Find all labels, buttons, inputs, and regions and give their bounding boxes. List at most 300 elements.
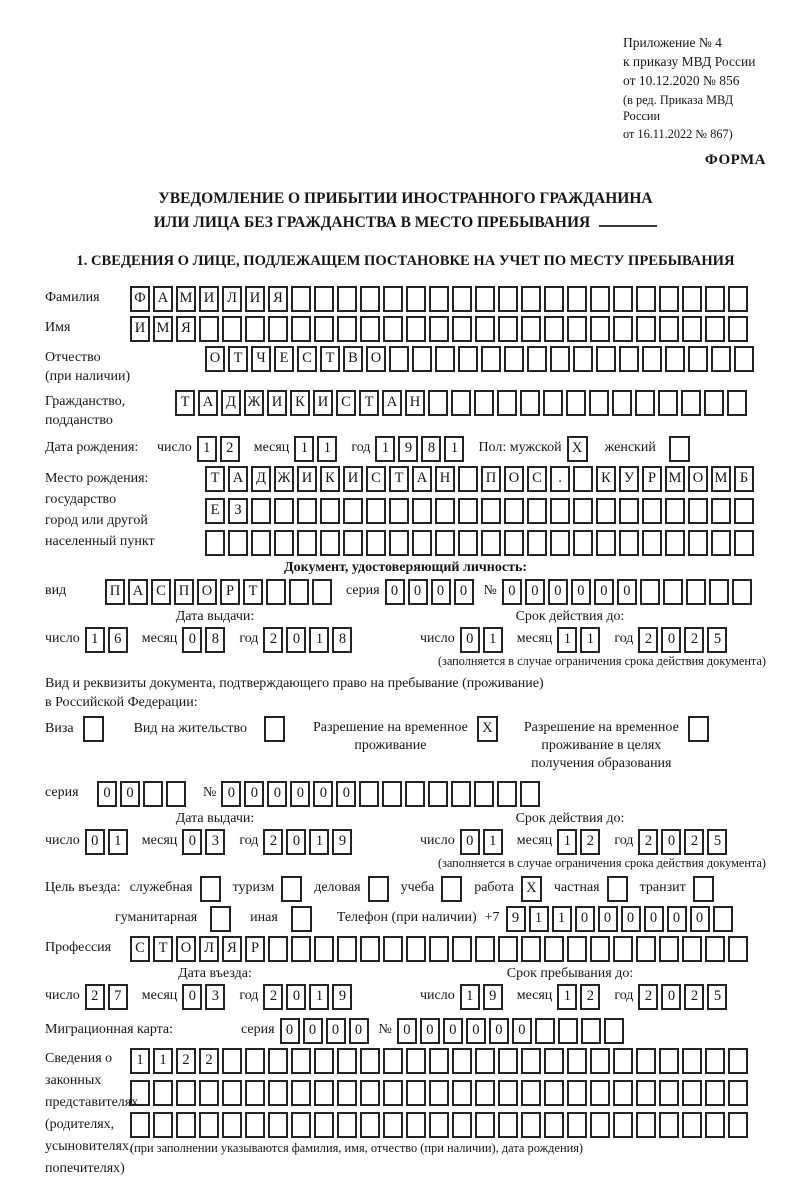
form-cell[interactable]: 8 <box>332 627 352 653</box>
form-cell[interactable] <box>659 316 679 342</box>
form-cell[interactable]: 5 <box>707 829 727 855</box>
form-cell[interactable] <box>451 781 471 807</box>
form-cell[interactable] <box>389 346 409 372</box>
form-cell[interactable]: 1 <box>460 984 480 1010</box>
form-cell[interactable] <box>544 1080 564 1106</box>
form-cell[interactable] <box>291 286 311 312</box>
form-cell[interactable]: О <box>504 466 524 492</box>
form-cell[interactable] <box>497 781 517 807</box>
form-cell[interactable] <box>383 316 403 342</box>
form-cell[interactable] <box>153 1080 173 1106</box>
form-cell[interactable] <box>728 1112 748 1138</box>
form-cell[interactable] <box>498 936 518 962</box>
form-cell[interactable]: 0 <box>244 781 264 807</box>
form-cell[interactable] <box>360 1080 380 1106</box>
form-cell[interactable] <box>590 316 610 342</box>
form-cell[interactable]: Т <box>175 390 195 416</box>
form-cell[interactable]: И <box>130 316 150 342</box>
form-cell[interactable] <box>429 286 449 312</box>
form-cell[interactable]: Т <box>153 936 173 962</box>
form-cell[interactable]: 0 <box>303 1018 323 1044</box>
form-cell[interactable] <box>705 1080 725 1106</box>
form-cell[interactable] <box>337 936 357 962</box>
form-cell[interactable] <box>640 579 660 605</box>
form-cell[interactable] <box>636 316 656 342</box>
form-cell[interactable] <box>222 1048 242 1074</box>
form-cell[interactable] <box>573 498 593 524</box>
form-cell[interactable] <box>728 1080 748 1106</box>
form-cell[interactable]: 9 <box>483 984 503 1010</box>
form-cell[interactable]: Д <box>221 390 241 416</box>
form-cell[interactable] <box>590 1048 610 1074</box>
form-cell[interactable] <box>504 530 524 556</box>
form-cell[interactable] <box>596 498 616 524</box>
form-cell[interactable] <box>222 1112 242 1138</box>
form-cell[interactable]: У <box>619 466 639 492</box>
form-cell[interactable]: Т <box>320 346 340 372</box>
form-cell[interactable] <box>705 936 725 962</box>
form-cell[interactable] <box>682 936 702 962</box>
form-cell[interactable] <box>475 1112 495 1138</box>
form-cell[interactable] <box>452 286 472 312</box>
form-cell[interactable] <box>481 346 501 372</box>
form-cell[interactable] <box>429 316 449 342</box>
form-cell[interactable] <box>681 390 701 416</box>
form-cell[interactable] <box>435 498 455 524</box>
form-cell[interactable] <box>320 498 340 524</box>
form-cell[interactable]: 0 <box>182 627 202 653</box>
form-cell[interactable] <box>728 936 748 962</box>
form-cell[interactable] <box>520 781 540 807</box>
form-cell[interactable]: 1 <box>294 436 314 462</box>
form-cell[interactable] <box>636 1080 656 1106</box>
form-cell[interactable]: А <box>382 390 402 416</box>
form-cell[interactable] <box>406 936 426 962</box>
form-cell[interactable] <box>619 346 639 372</box>
form-cell[interactable] <box>360 1048 380 1074</box>
form-cell[interactable]: Н <box>405 390 425 416</box>
form-cell[interactable] <box>521 286 541 312</box>
form-cell[interactable] <box>314 936 334 962</box>
form-cell[interactable] <box>474 781 494 807</box>
form-cell[interactable] <box>573 530 593 556</box>
form-cell[interactable] <box>682 316 702 342</box>
form-cell[interactable] <box>291 1112 311 1138</box>
form-cell[interactable] <box>504 498 524 524</box>
form-cell[interactable]: 0 <box>644 906 664 932</box>
form-cell[interactable]: Т <box>359 390 379 416</box>
form-cell[interactable]: П <box>481 466 501 492</box>
form-cell[interactable]: 2 <box>638 829 658 855</box>
form-cell[interactable] <box>635 390 655 416</box>
form-cell[interactable]: М <box>153 316 173 342</box>
form-cell[interactable] <box>705 316 725 342</box>
form-cell[interactable] <box>228 530 248 556</box>
form-cell[interactable]: И <box>313 390 333 416</box>
form-cell[interactable] <box>659 936 679 962</box>
sex-male-checkbox[interactable]: X <box>567 436 588 462</box>
form-cell[interactable] <box>566 390 586 416</box>
form-cell[interactable]: 0 <box>280 1018 300 1044</box>
form-cell[interactable]: Я <box>222 936 242 962</box>
form-cell[interactable]: Я <box>268 286 288 312</box>
form-cell[interactable]: Р <box>642 466 662 492</box>
form-cell[interactable] <box>429 1048 449 1074</box>
form-cell[interactable] <box>659 1112 679 1138</box>
form-cell[interactable] <box>289 579 309 605</box>
form-cell[interactable]: 0 <box>454 579 474 605</box>
form-cell[interactable]: З <box>228 498 248 524</box>
form-cell[interactable]: 2 <box>263 627 283 653</box>
form-cell[interactable] <box>314 286 334 312</box>
form-cell[interactable]: 0 <box>661 984 681 1010</box>
form-cell[interactable] <box>613 1080 633 1106</box>
form-cell[interactable]: 7 <box>108 984 128 1010</box>
form-cell[interactable] <box>291 936 311 962</box>
form-cell[interactable]: 0 <box>594 579 614 605</box>
form-cell[interactable] <box>613 1048 633 1074</box>
form-cell[interactable]: 1 <box>108 829 128 855</box>
form-cell[interactable] <box>199 316 219 342</box>
form-cell[interactable]: И <box>297 466 317 492</box>
form-cell[interactable] <box>314 1112 334 1138</box>
form-cell[interactable]: С <box>336 390 356 416</box>
form-cell[interactable] <box>711 346 731 372</box>
form-cell[interactable] <box>406 1112 426 1138</box>
visa-checkbox[interactable] <box>83 716 104 742</box>
form-cell[interactable]: И <box>245 286 265 312</box>
form-cell[interactable]: Е <box>274 346 294 372</box>
form-cell[interactable] <box>222 1080 242 1106</box>
form-cell[interactable]: 0 <box>336 781 356 807</box>
form-cell[interactable] <box>205 530 225 556</box>
form-cell[interactable] <box>497 390 517 416</box>
form-cell[interactable] <box>612 390 632 416</box>
form-cell[interactable]: Л <box>222 286 242 312</box>
form-cell[interactable] <box>452 1080 472 1106</box>
form-cell[interactable] <box>567 286 587 312</box>
form-cell[interactable] <box>613 1112 633 1138</box>
form-cell[interactable]: 0 <box>286 829 306 855</box>
form-cell[interactable]: 1 <box>130 1048 150 1074</box>
form-cell[interactable] <box>429 936 449 962</box>
form-cell[interactable] <box>314 1080 334 1106</box>
form-cell[interactable] <box>713 906 733 932</box>
form-cell[interactable] <box>550 530 570 556</box>
form-cell[interactable]: 2 <box>176 1048 196 1074</box>
form-cell[interactable] <box>428 781 448 807</box>
form-cell[interactable] <box>619 530 639 556</box>
form-cell[interactable] <box>383 1048 403 1074</box>
form-cell[interactable]: 0 <box>420 1018 440 1044</box>
form-cell[interactable]: . <box>550 466 570 492</box>
form-cell[interactable] <box>405 781 425 807</box>
form-cell[interactable]: 9 <box>332 829 352 855</box>
form-cell[interactable]: 0 <box>575 906 595 932</box>
form-cell[interactable]: О <box>688 466 708 492</box>
form-cell[interactable] <box>535 1018 555 1044</box>
form-cell[interactable]: 1 <box>483 627 503 653</box>
form-cell[interactable] <box>732 579 752 605</box>
form-cell[interactable]: А <box>153 286 173 312</box>
form-cell[interactable]: 0 <box>221 781 241 807</box>
form-cell[interactable]: 0 <box>598 906 618 932</box>
form-cell[interactable] <box>521 936 541 962</box>
form-cell[interactable]: Т <box>243 579 263 605</box>
form-cell[interactable]: Р <box>245 936 265 962</box>
form-cell[interactable] <box>665 498 685 524</box>
form-cell[interactable] <box>682 1048 702 1074</box>
form-cell[interactable] <box>435 346 455 372</box>
form-cell[interactable] <box>596 530 616 556</box>
form-cell[interactable] <box>199 1080 219 1106</box>
form-cell[interactable] <box>567 316 587 342</box>
form-cell[interactable]: 8 <box>205 627 225 653</box>
form-cell[interactable] <box>245 1048 265 1074</box>
form-cell[interactable]: 0 <box>286 984 306 1010</box>
form-cell[interactable]: 0 <box>431 579 451 605</box>
form-cell[interactable] <box>709 579 729 605</box>
form-cell[interactable] <box>688 346 708 372</box>
form-cell[interactable] <box>728 316 748 342</box>
form-cell[interactable] <box>389 498 409 524</box>
form-cell[interactable]: 0 <box>617 579 637 605</box>
form-cell[interactable] <box>711 498 731 524</box>
form-cell[interactable]: А <box>128 579 148 605</box>
form-cell[interactable] <box>268 316 288 342</box>
form-cell[interactable] <box>658 390 678 416</box>
form-cell[interactable] <box>458 346 478 372</box>
form-cell[interactable]: 0 <box>385 579 405 605</box>
form-cell[interactable] <box>659 286 679 312</box>
form-cell[interactable]: 2 <box>684 627 704 653</box>
form-cell[interactable]: А <box>198 390 218 416</box>
form-cell[interactable] <box>705 286 725 312</box>
form-cell[interactable] <box>498 316 518 342</box>
form-cell[interactable] <box>435 530 455 556</box>
form-cell[interactable]: Е <box>205 498 225 524</box>
form-cell[interactable] <box>343 530 363 556</box>
form-cell[interactable] <box>573 466 593 492</box>
form-cell[interactable] <box>688 530 708 556</box>
purpose-other-checkbox[interactable] <box>291 906 312 932</box>
form-cell[interactable]: Л <box>199 936 219 962</box>
form-cell[interactable]: 1 <box>85 627 105 653</box>
form-cell[interactable] <box>291 1080 311 1106</box>
residence-permit-checkbox[interactable] <box>264 716 285 742</box>
form-cell[interactable]: П <box>105 579 125 605</box>
form-cell[interactable] <box>636 1048 656 1074</box>
form-cell[interactable] <box>475 936 495 962</box>
form-cell[interactable] <box>544 1048 564 1074</box>
form-cell[interactable] <box>458 466 478 492</box>
form-cell[interactable]: 0 <box>661 627 681 653</box>
form-cell[interactable]: 1 <box>580 627 600 653</box>
form-cell[interactable] <box>636 1112 656 1138</box>
form-cell[interactable]: 1 <box>317 436 337 462</box>
form-cell[interactable]: 1 <box>529 906 549 932</box>
form-cell[interactable] <box>245 1080 265 1106</box>
form-cell[interactable] <box>498 1080 518 1106</box>
form-cell[interactable]: С <box>527 466 547 492</box>
form-cell[interactable] <box>590 286 610 312</box>
form-cell[interactable] <box>359 781 379 807</box>
form-cell[interactable] <box>452 1048 472 1074</box>
form-cell[interactable] <box>429 1112 449 1138</box>
form-cell[interactable] <box>412 530 432 556</box>
form-cell[interactable] <box>567 1112 587 1138</box>
form-cell[interactable] <box>520 390 540 416</box>
form-cell[interactable] <box>222 316 242 342</box>
form-cell[interactable] <box>705 1112 725 1138</box>
form-cell[interactable] <box>481 498 501 524</box>
form-cell[interactable] <box>686 579 706 605</box>
purpose-business-checkbox[interactable] <box>200 876 221 902</box>
form-cell[interactable] <box>412 498 432 524</box>
form-cell[interactable]: 0 <box>85 829 105 855</box>
form-cell[interactable]: 0 <box>97 781 117 807</box>
form-cell[interactable] <box>705 1048 725 1074</box>
form-cell[interactable]: 0 <box>120 781 140 807</box>
form-cell[interactable]: Ж <box>274 466 294 492</box>
form-cell[interactable] <box>266 579 286 605</box>
form-cell[interactable] <box>590 1112 610 1138</box>
form-cell[interactable]: Т <box>389 466 409 492</box>
form-cell[interactable] <box>498 1112 518 1138</box>
form-cell[interactable] <box>728 286 748 312</box>
form-cell[interactable] <box>458 530 478 556</box>
form-cell[interactable]: 0 <box>182 829 202 855</box>
form-cell[interactable]: 5 <box>707 627 727 653</box>
form-cell[interactable]: 0 <box>525 579 545 605</box>
form-cell[interactable]: 0 <box>489 1018 509 1044</box>
form-cell[interactable] <box>682 286 702 312</box>
form-cell[interactable]: Д <box>251 466 271 492</box>
form-cell[interactable]: 3 <box>205 984 225 1010</box>
form-cell[interactable]: Н <box>435 466 455 492</box>
form-cell[interactable]: 2 <box>263 829 283 855</box>
form-cell[interactable] <box>543 390 563 416</box>
sex-female-checkbox[interactable] <box>669 436 690 462</box>
form-cell[interactable]: В <box>343 346 363 372</box>
form-cell[interactable] <box>619 498 639 524</box>
form-cell[interactable]: А <box>228 466 248 492</box>
form-cell[interactable] <box>429 1080 449 1106</box>
form-cell[interactable] <box>544 936 564 962</box>
form-cell[interactable] <box>475 1080 495 1106</box>
form-cell[interactable] <box>251 530 271 556</box>
form-cell[interactable] <box>636 286 656 312</box>
form-cell[interactable]: 3 <box>205 829 225 855</box>
form-cell[interactable] <box>314 316 334 342</box>
form-cell[interactable] <box>245 1112 265 1138</box>
form-cell[interactable]: 9 <box>506 906 526 932</box>
form-cell[interactable]: Р <box>220 579 240 605</box>
form-cell[interactable]: 0 <box>621 906 641 932</box>
form-cell[interactable]: 1 <box>309 829 329 855</box>
form-cell[interactable]: 2 <box>263 984 283 1010</box>
form-cell[interactable]: К <box>290 390 310 416</box>
form-cell[interactable] <box>268 1080 288 1106</box>
purpose-humanitarian-checkbox[interactable] <box>210 906 231 932</box>
form-cell[interactable]: 2 <box>638 984 658 1010</box>
form-cell[interactable]: И <box>199 286 219 312</box>
form-cell[interactable] <box>458 498 478 524</box>
form-cell[interactable] <box>337 286 357 312</box>
form-cell[interactable]: 0 <box>408 579 428 605</box>
purpose-study-checkbox[interactable] <box>441 876 462 902</box>
form-cell[interactable] <box>682 1112 702 1138</box>
form-cell[interactable]: 0 <box>313 781 333 807</box>
purpose-commercial-checkbox[interactable] <box>368 876 389 902</box>
form-cell[interactable]: А <box>412 466 432 492</box>
form-cell[interactable] <box>544 286 564 312</box>
form-cell[interactable]: М <box>665 466 685 492</box>
form-cell[interactable]: 8 <box>421 436 441 462</box>
form-cell[interactable]: О <box>197 579 217 605</box>
form-cell[interactable] <box>297 498 317 524</box>
form-cell[interactable] <box>663 579 683 605</box>
form-cell[interactable]: М <box>711 466 731 492</box>
form-cell[interactable]: 0 <box>667 906 687 932</box>
form-cell[interactable] <box>642 498 662 524</box>
form-cell[interactable] <box>383 1112 403 1138</box>
form-cell[interactable] <box>291 316 311 342</box>
purpose-tourism-checkbox[interactable] <box>281 876 302 902</box>
form-cell[interactable] <box>734 498 754 524</box>
form-cell[interactable]: С <box>297 346 317 372</box>
form-cell[interactable] <box>727 390 747 416</box>
form-cell[interactable] <box>596 346 616 372</box>
form-cell[interactable]: О <box>176 936 196 962</box>
form-cell[interactable] <box>527 530 547 556</box>
form-cell[interactable] <box>268 936 288 962</box>
form-cell[interactable]: 1 <box>375 436 395 462</box>
form-cell[interactable]: 0 <box>443 1018 463 1044</box>
form-cell[interactable] <box>383 1080 403 1106</box>
form-cell[interactable] <box>573 346 593 372</box>
form-cell[interactable]: П <box>174 579 194 605</box>
form-cell[interactable] <box>337 1080 357 1106</box>
form-cell[interactable]: К <box>320 466 340 492</box>
form-cell[interactable] <box>274 498 294 524</box>
form-cell[interactable] <box>166 781 186 807</box>
form-cell[interactable] <box>383 286 403 312</box>
form-cell[interactable] <box>521 1048 541 1074</box>
form-cell[interactable] <box>428 390 448 416</box>
form-cell[interactable] <box>452 936 472 962</box>
form-cell[interactable]: С <box>366 466 386 492</box>
form-cell[interactable] <box>711 530 731 556</box>
form-cell[interactable]: 0 <box>267 781 287 807</box>
form-cell[interactable] <box>734 530 754 556</box>
form-cell[interactable] <box>360 1112 380 1138</box>
form-cell[interactable]: 0 <box>548 579 568 605</box>
form-cell[interactable] <box>704 390 724 416</box>
form-cell[interactable] <box>567 1048 587 1074</box>
form-cell[interactable] <box>613 316 633 342</box>
form-cell[interactable]: 0 <box>290 781 310 807</box>
form-cell[interactable] <box>176 1112 196 1138</box>
form-cell[interactable]: 0 <box>326 1018 346 1044</box>
form-cell[interactable] <box>567 936 587 962</box>
form-cell[interactable]: 0 <box>349 1018 369 1044</box>
form-cell[interactable]: 1 <box>309 627 329 653</box>
form-cell[interactable] <box>474 390 494 416</box>
form-cell[interactable]: 0 <box>466 1018 486 1044</box>
form-cell[interactable] <box>366 498 386 524</box>
form-cell[interactable] <box>337 1048 357 1074</box>
